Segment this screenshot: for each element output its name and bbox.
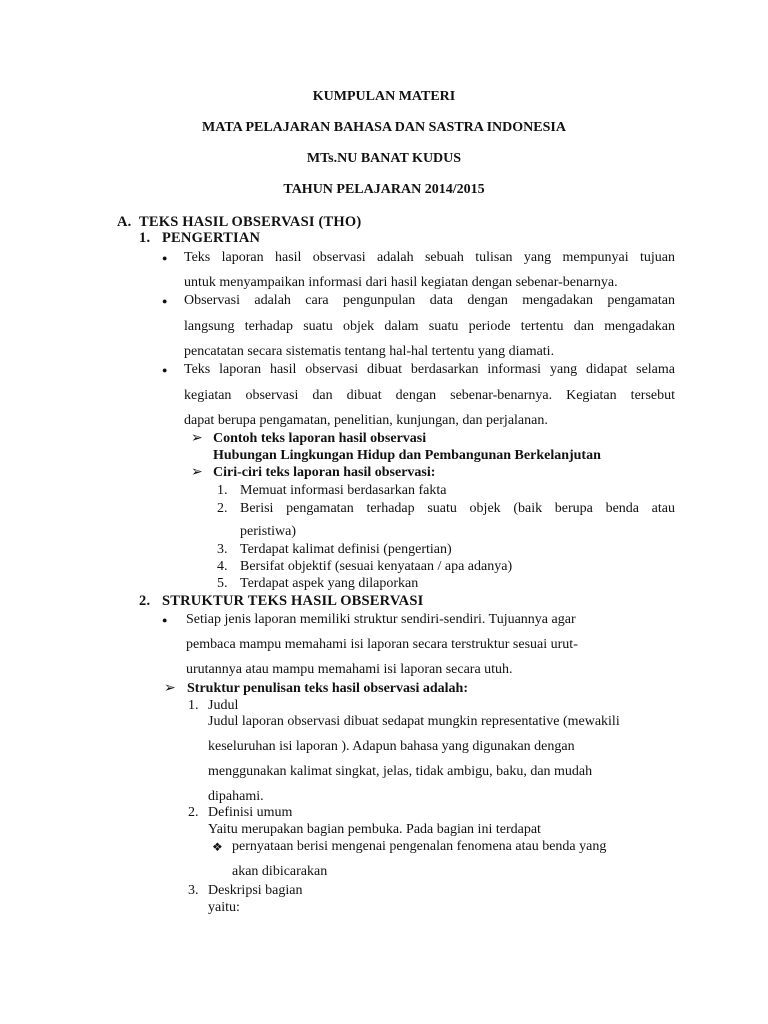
example-heading: Contoh teks laporan hasil observasi (213, 431, 427, 446)
list-number: 3. (217, 542, 228, 557)
paragraph-line: menggunakan kalimat singkat, jelas, tidak ambigu, baku, dan mudah (208, 764, 593, 779)
bullet-icon: ● (162, 253, 168, 263)
paragraph-line: Setiap jenis laporan memiliki struktur sendiri-sendiri. Tujuannya agar (186, 612, 576, 627)
list-number: 5. (217, 576, 228, 591)
paragraph-line: dapat berupa pengamatan, penelitian, kunjungan, dan perjalanan. (184, 413, 548, 428)
arrow-bullet-icon: ➢ (164, 681, 176, 696)
list-item-title: Definisi umum (208, 805, 293, 820)
list-number: 3. (188, 883, 199, 898)
list-number: 1. (188, 698, 199, 713)
example-title: Hubungan Lingkungan Hidup dan Pembangunan Berkelanjutan (213, 448, 601, 463)
list-item: Berisi pengamatan terhadap suatu objek (baik berupa benda atau (240, 501, 675, 516)
paragraph-line: Teks laporan hasil observasi adalah sebuah tulisan yang mempunyai tujuan (184, 250, 675, 265)
s2-marker: 2. (139, 593, 151, 609)
paragraph-line: Yaitu merupakan bagian pembuka. Pada bagian ini terdapat (208, 822, 541, 837)
s1-marker: 1. (139, 230, 151, 246)
list-number: 2. (188, 805, 199, 820)
paragraph-line: pernyataan berisi mengenai pengenalan fenomena atau benda yang (232, 839, 607, 854)
list-number: 4. (217, 559, 228, 574)
list-item: Bersifat objektif (sesuai kenyataan / apa adanya) (240, 559, 513, 574)
list-item: Terdapat aspek yang dilaporkan (240, 576, 419, 591)
list-item-title: Judul (208, 698, 239, 713)
section-a-heading: TEKS HASIL OBSERVASI (THO) (139, 214, 362, 230)
bullet-icon: ● (162, 296, 168, 306)
paragraph-line: langsung terhadap suatu objek dalam suatu periode tertentu dan mengadakan (184, 319, 675, 334)
paragraph-line: kegiatan observasi dan dibuat dengan sebenar-benarnya. Kegiatan tersebut (184, 388, 675, 403)
paragraph-line: untuk menyampaikan informasi dari hasil kegiatan dengan sebenar-benarnya. (184, 275, 618, 290)
paragraph-line: pembaca mampu memahami isi laporan secara terstruktur sesuai urut- (186, 637, 578, 652)
doc-subject: MATA PELAJARAN BAHASA DAN SASTRA INDONESIA (202, 120, 566, 135)
paragraph-line: Teks laporan hasil observasi dibuat berdasarkan informasi yang didapat selama (184, 362, 675, 377)
diamond-bullet-icon: ❖ (212, 840, 223, 854)
doc-title: KUMPULAN MATERI (312, 89, 456, 104)
list-item: Terdapat kalimat definisi (pengertian) (240, 542, 452, 557)
paragraph-line: keseluruhan isi laporan ). Adapun bahasa yang digunakan dengan (208, 739, 575, 754)
paragraph-line: Judul laporan observasi dibuat sedapat mungkin representative (mewakili (208, 714, 620, 729)
doc-school: MTs.NU BANAT KUDUS (306, 151, 462, 166)
paragraph-line: akan dibicarakan (232, 864, 328, 879)
doc-year: TAHUN PELAJARAN 2014/2015 (283, 182, 485, 197)
list-number: 2. (217, 501, 228, 516)
section-a-marker: A. (117, 214, 132, 230)
s2-heading: STRUKTUR TEKS HASIL OBSERVASI (162, 593, 424, 609)
paragraph-line: pencatatan secara sistematis tentang hal-hal tertentu yang diamati. (184, 344, 555, 359)
list-item: peristiwa) (240, 524, 296, 539)
paragraph-line: urutannya atau mampu memahami isi laporan secara utuh. (186, 662, 513, 677)
bullet-icon: ● (162, 615, 168, 625)
paragraph-line: dipahami. (208, 789, 264, 804)
paragraph-line: Observasi adalah cara pengunpulan data dengan mengadakan pengamatan (184, 293, 675, 308)
list-number: 1. (217, 483, 228, 498)
arrow-bullet-icon: ➢ (191, 431, 203, 446)
arrow-bullet-icon: ➢ (191, 465, 203, 480)
bullet-icon: ● (162, 365, 168, 375)
structure-heading: Struktur penulisan teks hasil observasi adalah: (187, 681, 468, 696)
list-item-title: Deskripsi bagian (208, 883, 303, 898)
s1-heading: PENGERTIAN (162, 230, 261, 246)
paragraph-line: yaitu: (208, 900, 240, 915)
traits-heading: Ciri-ciri teks laporan hasil observasi: (213, 465, 436, 480)
list-item: Memuat informasi berdasarkan fakta (240, 483, 447, 498)
